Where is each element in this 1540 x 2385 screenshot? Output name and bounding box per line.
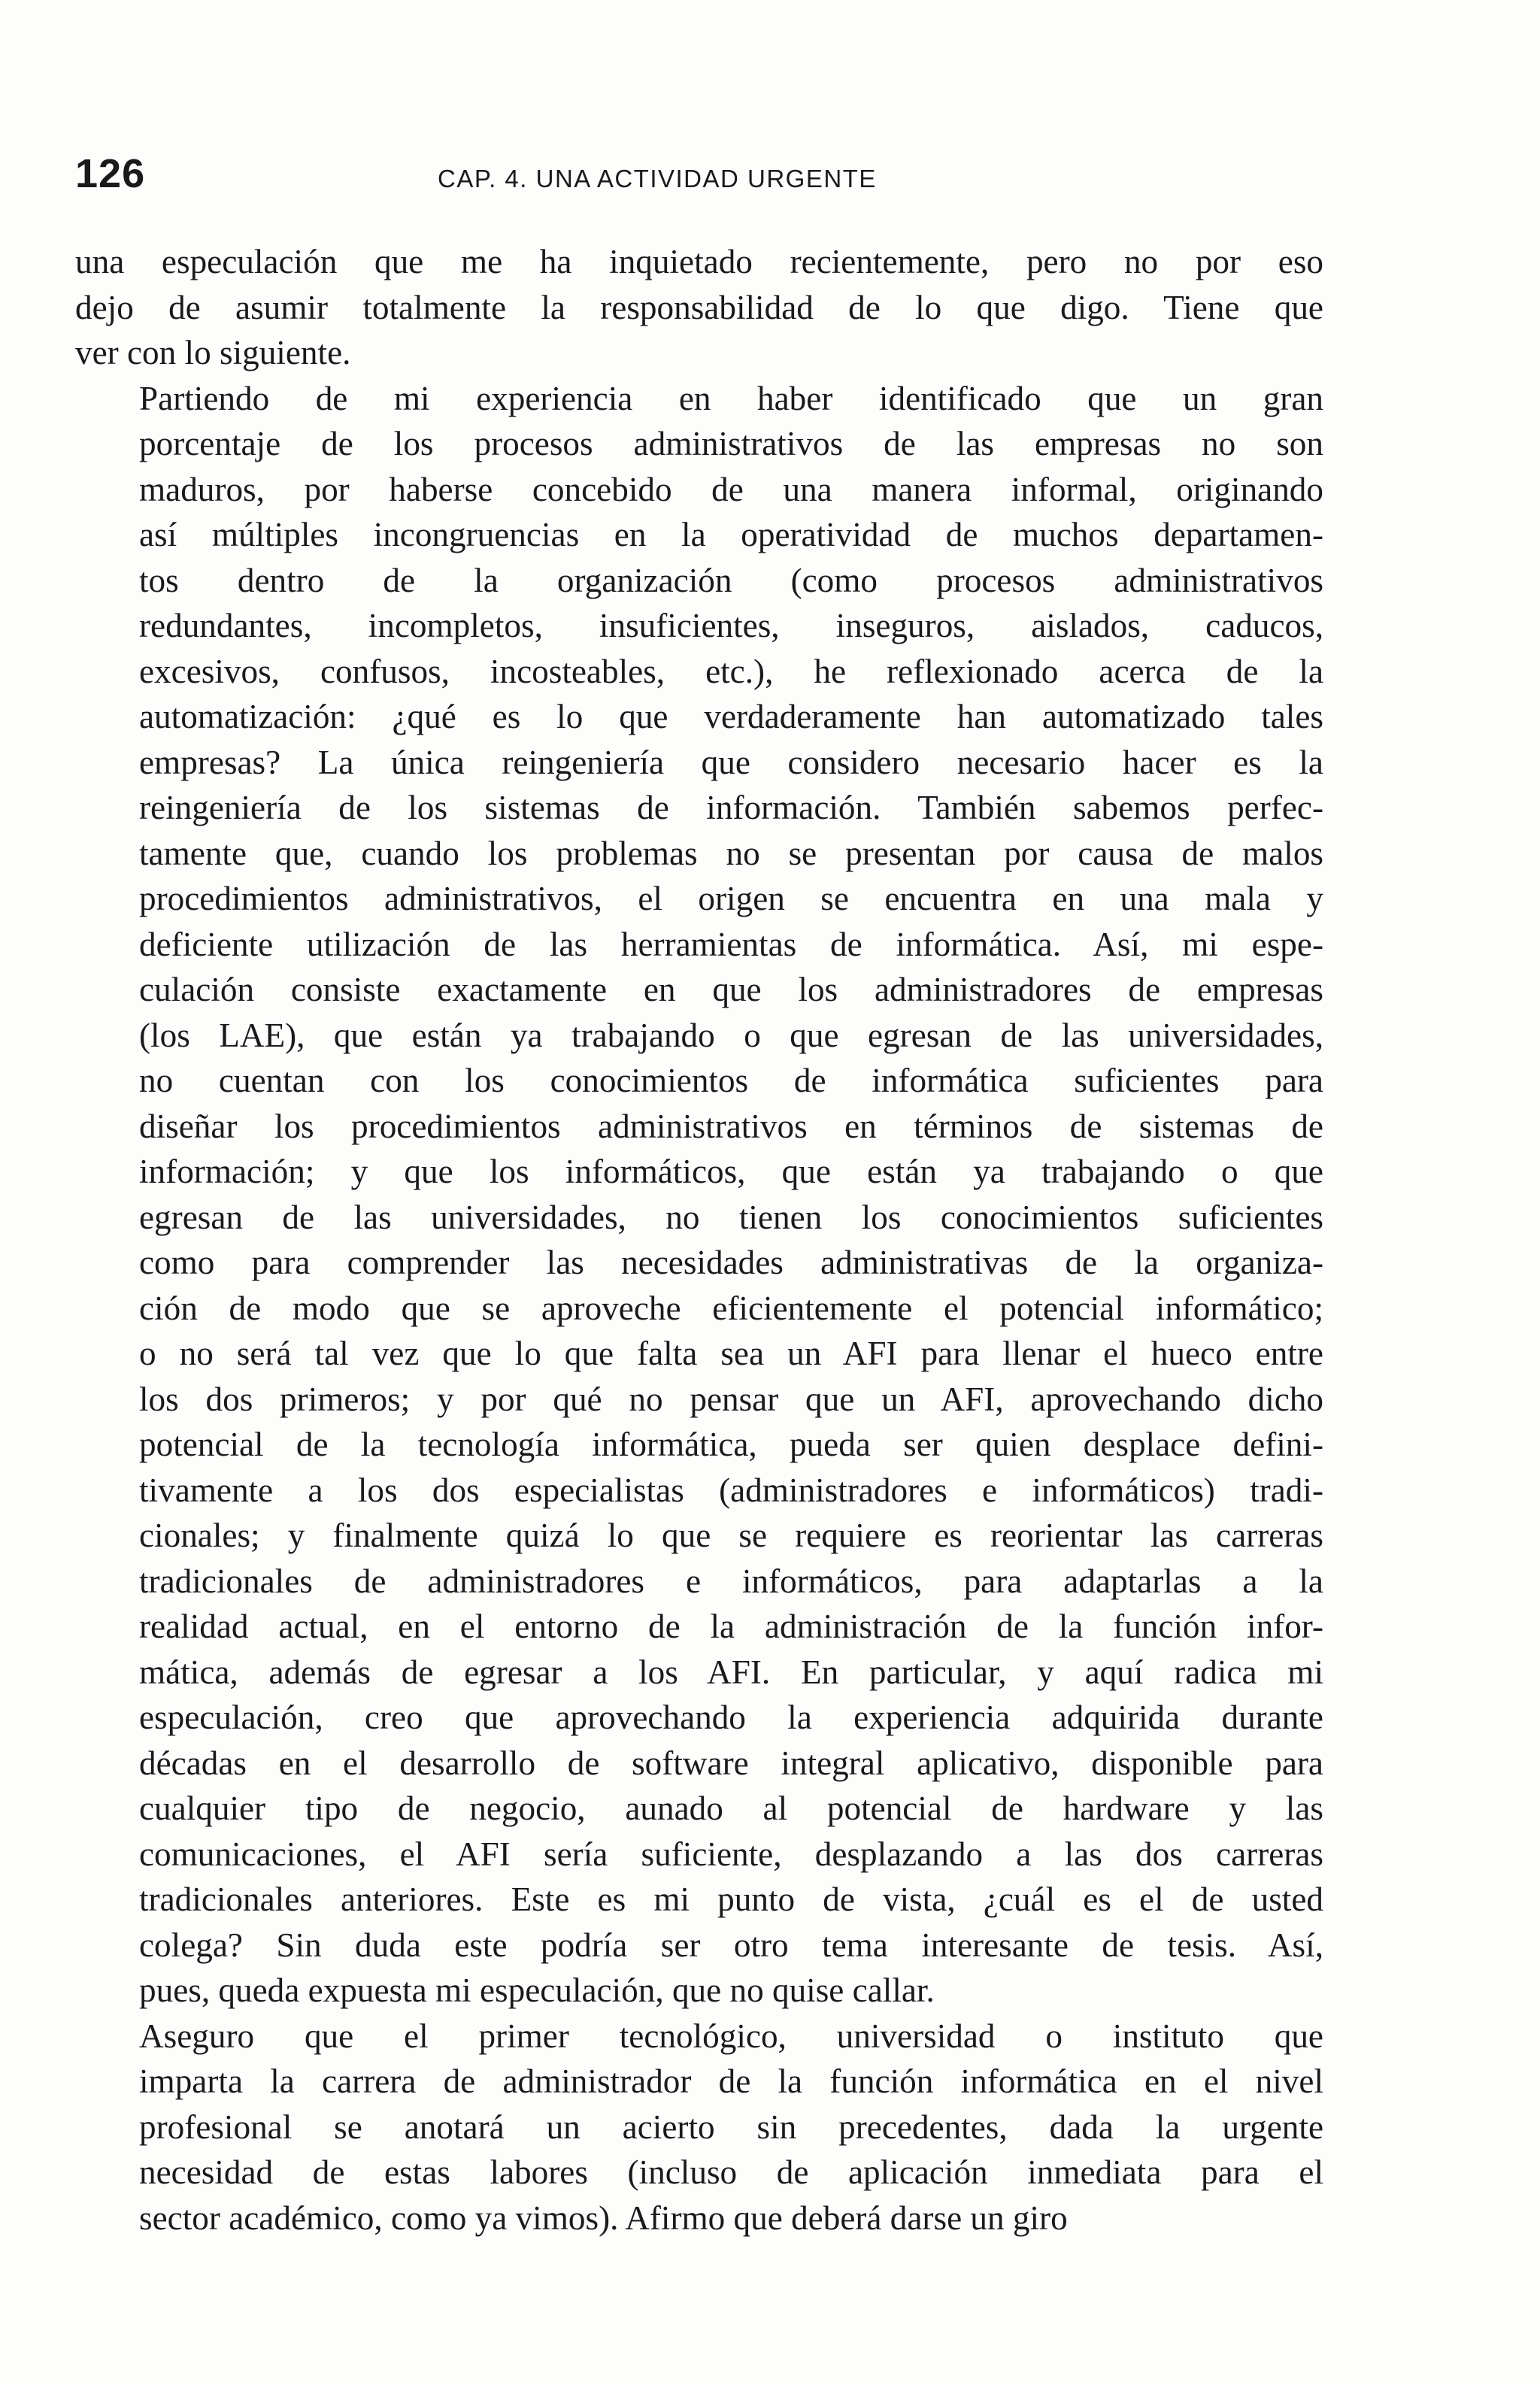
- text-line: potencial de la tecnología informática, pueda ser quien desplace defini-: [139, 1426, 1323, 1463]
- text-line: una especulación que me ha inquietado recientemente, pero no por eso: [75, 243, 1323, 280]
- text-line: tos dentro de la organización (como procesos administrativos: [139, 561, 1323, 599]
- text-line: redundantes, incompletos, insuficientes, inseguros, aislados, caducos,: [139, 607, 1323, 644]
- text-line: mática, además de egresar a los AFI. En particular, y aquí radica mi: [139, 1653, 1323, 1691]
- text-line: pues, queda expuesta mi especulación, que no quise callar.: [139, 1971, 935, 2009]
- text-line: no cuentan con los conocimientos de informática suficientes para: [139, 1062, 1323, 1099]
- text-line: Aseguro que el primer tecnológico, universidad o instituto que: [139, 2017, 1323, 2055]
- text-line: especulación, creo que aprovechando la experiencia adquirida durante: [139, 1699, 1323, 1736]
- text-line: imparta la carrera de administrador de la función informática en el nivel: [139, 2062, 1323, 2100]
- text-line: información; y que los informáticos, que están ya trabajando o que: [139, 1153, 1323, 1190]
- text-line: cionales; y finalmente quizá lo que se requiere es reorientar las carreras: [139, 1517, 1323, 1554]
- text-line: tamente que, cuando los problemas no se presentan por causa de malos: [139, 834, 1323, 872]
- text-line: procedimientos administrativos, el origen se encuentra en una mala y: [139, 880, 1323, 917]
- text-line: excesivos, confusos, incosteables, etc.), he reflexionado acerca de la: [139, 652, 1323, 690]
- text-line: cualquier tipo de negocio, aunado al potencial de hardware y las: [139, 1790, 1323, 1827]
- text-line: tivamente a los dos especialistas (administradores e informáticos) tradi-: [139, 1471, 1323, 1509]
- text-line: maduros, por haberse concebido de una manera informal, originando: [139, 470, 1323, 508]
- text-line: necesidad de estas labores (incluso de aplicación inmediata para el: [139, 2153, 1323, 2191]
- text-line: décadas en el desarrollo de software integral aplicativo, disponible para: [139, 1744, 1323, 1782]
- text-line: así múltiples incongruencias en la operatividad de muchos departamen-: [139, 516, 1323, 553]
- text-line: o no será tal vez que lo que falta sea un AFI para llenar el hueco entre: [139, 1335, 1323, 1372]
- paragraph-1: [75, 239, 1323, 376]
- page-header: [75, 147, 1308, 200]
- text-line: empresas? La única reingeniería que considero necesario hacer es la: [139, 743, 1323, 781]
- text-line: comunicaciones, el AFI sería suficiente, desplazando a las dos carreras: [139, 1835, 1323, 1873]
- paragraph-2: [75, 376, 1323, 2014]
- text-line: culación consiste exactamente en que los administradores de empresas: [139, 971, 1323, 1008]
- text-line: Partiendo de mi experiencia en haber identificado que un gran: [139, 379, 1323, 417]
- text-line: tradicionales de administradores e informáticos, para adaptarlas a la: [139, 1562, 1323, 1600]
- page-number: 126: [75, 151, 146, 196]
- text-line: los dos primeros; y por qué no pensar que un AFI, aprovechando dicho: [139, 1380, 1323, 1418]
- text-line: porcentaje de los procesos administrativos de las empresas no son: [139, 425, 1323, 462]
- text-line: dejo de asumir totalmente la responsabilidad de lo que digo. Tiene que: [75, 288, 1323, 326]
- text-line: diseñar los procedimientos administrativos en términos de sistemas de: [139, 1107, 1323, 1145]
- body-text: [75, 239, 1323, 2241]
- text-line: ver con lo siguiente.: [75, 334, 351, 371]
- text-line: tradicionales anteriores. Este es mi punto de vista, ¿cuál es el de usted: [139, 1880, 1323, 1918]
- paragraph-3: [75, 2014, 1323, 2241]
- text-line: egresan de las universidades, no tienen los conocimientos suficientes: [139, 1198, 1323, 1236]
- running-head: CAP. 4. UNA ACTIVIDAD URGENTE: [438, 165, 877, 192]
- text-line: reingeniería de los sistemas de información. También sabemos perfec-: [139, 789, 1323, 826]
- text-line: como para comprender las necesidades administrativas de la organiza-: [139, 1244, 1323, 1281]
- text-line: sector académico, como ya vimos). Afirmo que deberá darse un giro: [139, 2199, 1068, 2237]
- text-line: profesional se anotará un acierto sin precedentes, dada la urgente: [139, 2108, 1323, 2146]
- text-line: deficiente utilización de las herramientas de informática. Así, mi espe-: [139, 925, 1323, 963]
- text-line: (los LAE), que están ya trabajando o que egresan de las universidades,: [139, 1016, 1323, 1054]
- text-line: realidad actual, en el entorno de la administración de la función infor-: [139, 1608, 1323, 1645]
- text-line: ción de modo que se aproveche eficientemente el potencial informático;: [139, 1289, 1323, 1327]
- text-line: colega? Sin duda este podría ser otro tema interesante de tesis. Así,: [139, 1926, 1323, 1964]
- text-line: automatización: ¿qué es lo que verdaderamente han automatizado tales: [139, 698, 1323, 735]
